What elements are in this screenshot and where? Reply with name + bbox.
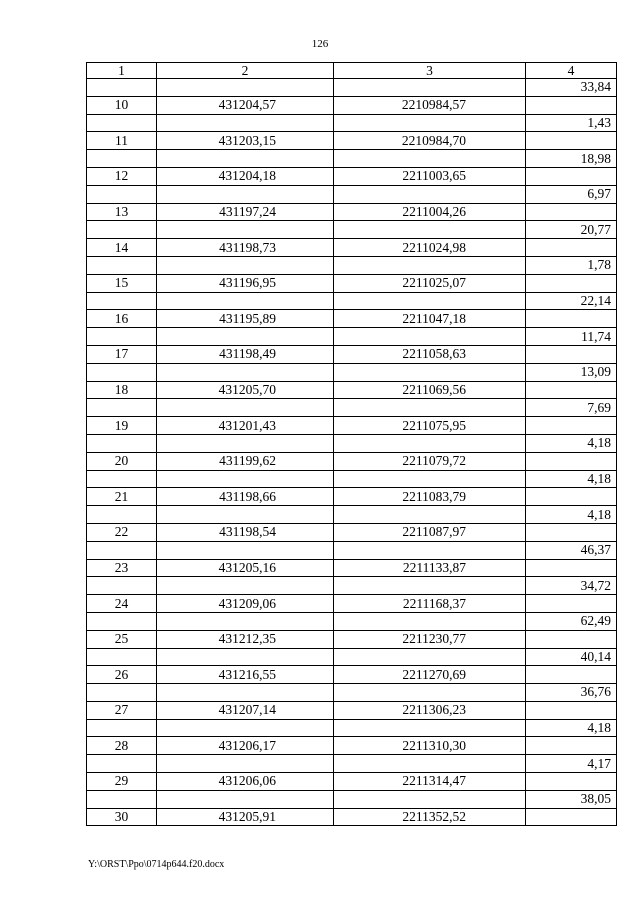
distance-cell: 4,18 [526,434,617,452]
x-coordinate-cell-empty [157,577,334,595]
table-row-point [87,559,617,577]
point-number-cell: 11 [87,132,157,150]
x-coordinate-cell: 431196,95 [157,274,334,292]
table-row-distance [87,719,617,737]
distance-cell-empty [526,417,617,435]
x-coordinate-cell-empty [157,755,334,773]
y-coordinate-cell: 2211230,77 [334,630,526,648]
y-coordinate-cell-empty [334,256,526,274]
distance-cell-empty [526,167,617,185]
y-coordinate-cell-empty [334,648,526,666]
x-coordinate-cell: 431197,24 [157,203,334,221]
y-coordinate-cell-empty [334,363,526,381]
point-number-cell: 17 [87,345,157,363]
y-coordinate-cell-empty [334,221,526,239]
y-coordinate-cell: 2211025,07 [334,274,526,292]
table-row-distance [87,328,617,346]
y-coordinate-cell: 2210984,70 [334,132,526,150]
y-coordinate-cell: 2211024,98 [334,239,526,257]
distance-cell-empty [526,203,617,221]
table-row-point [87,737,617,755]
footer-file-path: Y:\ORST\Ppo\0714p644.f20.docx [88,859,225,870]
point-number-cell: 25 [87,630,157,648]
distance-cell-empty [526,381,617,399]
distance-cell: 11,74 [526,328,617,346]
table-row-distance [87,114,617,132]
x-coordinate-cell: 431209,06 [157,595,334,613]
table-row-distance [87,434,617,452]
distance-cell-empty [526,345,617,363]
x-coordinate-cell-empty [157,541,334,559]
distance-cell-empty [526,132,617,150]
point-number-cell-empty [87,719,157,737]
point-number-cell-empty [87,185,157,203]
x-coordinate-cell-empty [157,185,334,203]
x-coordinate-cell-empty [157,150,334,168]
column-header-3: 3 [334,63,526,79]
y-coordinate-cell: 2211087,97 [334,523,526,541]
table-body [87,63,617,826]
coordinates-table [86,62,617,826]
table-row-distance [87,363,617,381]
x-coordinate-cell: 431204,18 [157,167,334,185]
point-number-cell-empty [87,150,157,168]
x-coordinate-cell-empty [157,648,334,666]
distance-cell-empty [526,96,617,114]
x-coordinate-cell-empty [157,790,334,808]
point-number-cell-empty [87,684,157,702]
table-row-point [87,595,617,613]
point-number-cell: 27 [87,701,157,719]
table-row-distance [87,292,617,310]
x-coordinate-cell-empty [157,684,334,702]
distance-cell-empty [526,773,617,791]
table-row-distance [87,648,617,666]
y-coordinate-cell: 2211314,47 [334,773,526,791]
point-number-cell-empty [87,399,157,417]
table-row-point [87,203,617,221]
y-coordinate-cell-empty [334,790,526,808]
y-coordinate-cell-empty [334,79,526,97]
point-number-cell: 13 [87,203,157,221]
table-row-point [87,310,617,328]
point-number-cell-empty [87,114,157,132]
distance-cell: 38,05 [526,790,617,808]
table-row-point [87,381,617,399]
distance-cell: 40,14 [526,648,617,666]
x-coordinate-cell-empty [157,719,334,737]
x-coordinate-cell: 431195,89 [157,310,334,328]
distance-cell-empty [526,559,617,577]
y-coordinate-cell-empty [334,185,526,203]
point-number-cell: 15 [87,274,157,292]
table-row-point [87,808,617,826]
table-row-distance [87,612,617,630]
point-number-cell-empty [87,434,157,452]
column-header-4: 4 [526,63,617,79]
table-row-point [87,523,617,541]
y-coordinate-cell: 2211004,26 [334,203,526,221]
point-number-cell: 14 [87,239,157,257]
distance-cell: 62,49 [526,612,617,630]
distance-cell: 6,97 [526,185,617,203]
distance-cell: 4,18 [526,506,617,524]
table-row-point [87,345,617,363]
x-coordinate-cell: 431206,06 [157,773,334,791]
distance-cell: 4,18 [526,470,617,488]
table-row-distance [87,755,617,773]
table-row-point [87,452,617,470]
table-row-distance [87,221,617,239]
distance-cell: 4,17 [526,755,617,773]
table-row-point [87,239,617,257]
table-row-point [87,132,617,150]
table-row-point [87,167,617,185]
table-row-point [87,773,617,791]
point-number-cell: 26 [87,666,157,684]
x-coordinate-cell: 431205,70 [157,381,334,399]
point-number-cell-empty [87,470,157,488]
distance-cell-empty [526,523,617,541]
x-coordinate-cell: 431204,57 [157,96,334,114]
x-coordinate-cell: 431206,17 [157,737,334,755]
y-coordinate-cell: 2211133,87 [334,559,526,577]
x-coordinate-cell: 431205,91 [157,808,334,826]
point-number-cell: 28 [87,737,157,755]
point-number-cell-empty [87,506,157,524]
distance-cell: 46,37 [526,541,617,559]
x-coordinate-cell-empty [157,256,334,274]
table-row-distance [87,541,617,559]
y-coordinate-cell-empty [334,755,526,773]
y-coordinate-cell: 2211075,95 [334,417,526,435]
distance-cell-empty [526,488,617,506]
x-coordinate-cell-empty [157,79,334,97]
table-row-point [87,96,617,114]
point-number-cell-empty [87,790,157,808]
y-coordinate-cell: 2211270,69 [334,666,526,684]
distance-cell: 34,72 [526,577,617,595]
y-coordinate-cell-empty [334,470,526,488]
table-row-distance [87,470,617,488]
x-coordinate-cell-empty [157,363,334,381]
distance-cell: 22,14 [526,292,617,310]
y-coordinate-cell-empty [334,114,526,132]
point-number-cell: 20 [87,452,157,470]
distance-cell: 4,18 [526,719,617,737]
x-coordinate-cell-empty [157,328,334,346]
column-header-1: 1 [87,63,157,79]
x-coordinate-cell-empty [157,612,334,630]
point-number-cell: 19 [87,417,157,435]
x-coordinate-cell: 431198,73 [157,239,334,257]
x-coordinate-cell: 431212,35 [157,630,334,648]
point-number-cell-empty [87,221,157,239]
table-row-distance [87,185,617,203]
point-number-cell-empty [87,577,157,595]
distance-cell: 33,84 [526,79,617,97]
point-number-cell-empty [87,648,157,666]
x-coordinate-cell: 431198,66 [157,488,334,506]
table-row-point [87,630,617,648]
y-coordinate-cell: 2211069,56 [334,381,526,399]
distance-cell-empty [526,274,617,292]
point-number-cell: 16 [87,310,157,328]
y-coordinate-cell: 2211058,63 [334,345,526,363]
y-coordinate-cell: 2211003,65 [334,167,526,185]
distance-cell-empty [526,239,617,257]
y-coordinate-cell: 2211168,37 [334,595,526,613]
x-coordinate-cell: 431198,54 [157,523,334,541]
x-coordinate-cell-empty [157,470,334,488]
y-coordinate-cell: 2210984,57 [334,96,526,114]
point-number-cell-empty [87,79,157,97]
point-number-cell-empty [87,612,157,630]
distance-cell: 36,76 [526,684,617,702]
point-number-cell-empty [87,755,157,773]
x-coordinate-cell-empty [157,506,334,524]
y-coordinate-cell: 2211306,23 [334,701,526,719]
distance-cell-empty [526,701,617,719]
point-number-cell: 22 [87,523,157,541]
y-coordinate-cell-empty [334,292,526,310]
point-number-cell: 24 [87,595,157,613]
table-row-point [87,274,617,292]
point-number-cell: 30 [87,808,157,826]
table-header-row [87,63,617,79]
y-coordinate-cell-empty [334,577,526,595]
table-row-point [87,666,617,684]
x-coordinate-cell-empty [157,399,334,417]
table-row-distance [87,790,617,808]
distance-cell-empty [526,737,617,755]
point-number-cell-empty [87,541,157,559]
distance-cell-empty [526,666,617,684]
table-row-point [87,488,617,506]
y-coordinate-cell-empty [334,399,526,417]
distance-cell: 18,98 [526,150,617,168]
y-coordinate-cell-empty [334,612,526,630]
y-coordinate-cell-empty [334,684,526,702]
y-coordinate-cell: 2211079,72 [334,452,526,470]
x-coordinate-cell-empty [157,434,334,452]
table-row-distance [87,399,617,417]
distance-cell: 7,69 [526,399,617,417]
y-coordinate-cell: 2211352,52 [334,808,526,826]
y-coordinate-cell-empty [334,150,526,168]
table-row-distance [87,684,617,702]
y-coordinate-cell: 2211047,18 [334,310,526,328]
y-coordinate-cell: 2211310,30 [334,737,526,755]
distance-cell: 20,77 [526,221,617,239]
point-number-cell: 10 [87,96,157,114]
x-coordinate-cell-empty [157,221,334,239]
distance-cell-empty [526,310,617,328]
point-number-cell: 18 [87,381,157,399]
x-coordinate-cell-empty [157,114,334,132]
x-coordinate-cell: 431205,16 [157,559,334,577]
y-coordinate-cell-empty [334,434,526,452]
x-coordinate-cell: 431216,55 [157,666,334,684]
y-coordinate-cell-empty [334,541,526,559]
table-row-distance [87,150,617,168]
point-number-cell-empty [87,292,157,310]
table-row-point [87,701,617,719]
table-row-point [87,417,617,435]
x-coordinate-cell-empty [157,292,334,310]
x-coordinate-cell: 431203,15 [157,132,334,150]
y-coordinate-cell-empty [334,328,526,346]
table-row-distance [87,256,617,274]
distance-cell-empty [526,595,617,613]
distance-cell: 1,78 [526,256,617,274]
table-row-distance [87,79,617,97]
point-number-cell-empty [87,363,157,381]
x-coordinate-cell: 431198,49 [157,345,334,363]
distance-cell: 1,43 [526,114,617,132]
column-header-2: 2 [157,63,334,79]
x-coordinate-cell: 431201,43 [157,417,334,435]
y-coordinate-cell: 2211083,79 [334,488,526,506]
y-coordinate-cell-empty [334,506,526,524]
point-number-cell: 21 [87,488,157,506]
y-coordinate-cell-empty [334,719,526,737]
point-number-cell: 23 [87,559,157,577]
distance-cell: 13,09 [526,363,617,381]
distance-cell-empty [526,452,617,470]
x-coordinate-cell: 431199,62 [157,452,334,470]
table-row-distance [87,577,617,595]
point-number-cell: 12 [87,167,157,185]
distance-cell-empty [526,630,617,648]
x-coordinate-cell: 431207,14 [157,701,334,719]
point-number-cell: 29 [87,773,157,791]
point-number-cell-empty [87,256,157,274]
point-number-cell-empty [87,328,157,346]
table-row-distance [87,506,617,524]
distance-cell-empty [526,808,617,826]
page-number: 126 [311,38,329,50]
